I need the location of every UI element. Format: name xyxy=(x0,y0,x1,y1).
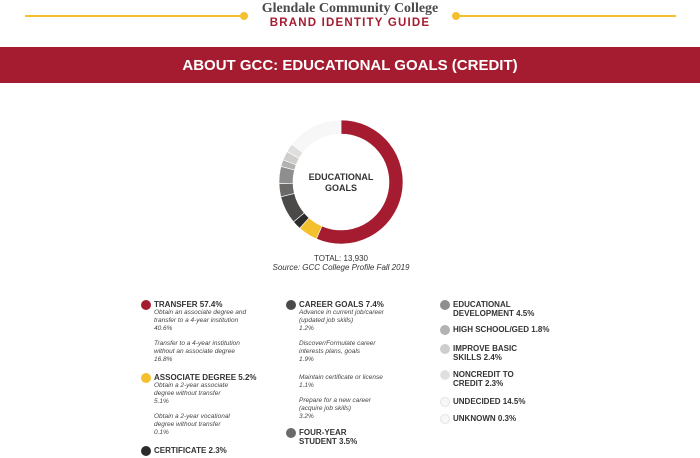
legend-swatch xyxy=(440,325,450,335)
legend-sub-item: Discover/Formulate career interests plans, goals 1.9% xyxy=(299,340,376,363)
section-title: ABOUT GCC: EDUCATIONAL GOALS (CREDIT) xyxy=(182,56,518,74)
legend-label: TRANSFER 57.4% xyxy=(154,300,223,309)
legend-swatch xyxy=(440,344,450,354)
legend-sub-item: Obtain a 2-year vocational degree without transfer 0.1% xyxy=(154,413,230,436)
legend-label: NONCREDIT TO CREDIT 2.3% xyxy=(453,370,514,388)
legend-sub-item: Maintain certificate or license 1.1% xyxy=(299,374,383,389)
chart-total: TOTAL: 13,930 xyxy=(314,254,368,263)
legend-swatch xyxy=(440,300,450,310)
legend-label: UNDECIDED 14.5% xyxy=(453,397,526,406)
legend-label: CERTIFICATE 2.3% xyxy=(154,446,227,455)
donut-slice-transfer xyxy=(316,120,403,244)
legend-swatch xyxy=(286,300,296,310)
donut-slice-unknown xyxy=(340,120,341,134)
legend-label: ASSOCIATE DEGREE 5.2% xyxy=(154,373,257,382)
legend-sub-item: Transfer to a 4-year institution without an associate degree 16.8% xyxy=(154,340,240,363)
legend-swatch xyxy=(141,373,151,383)
legend-label: IMPROVE BASIC SKILLS 2.4% xyxy=(453,344,518,362)
legend-swatch xyxy=(440,414,450,424)
legend-sub-item: Obtain an associate degree and transfer to a 4-year institution 40.6% xyxy=(154,309,247,332)
legend-sub-item: Advance in current job/career (updated job skills) 1.2% xyxy=(299,309,384,332)
educational-goals-donut-chart xyxy=(273,114,409,250)
legend-label: UNKNOWN 0.3% xyxy=(453,414,517,423)
legend-swatch xyxy=(440,397,450,407)
legend-swatch xyxy=(440,370,450,380)
donut-center-label-line2: GOALS xyxy=(324,183,358,193)
chart-source: Source: GCC College Profile Fall 2019 xyxy=(272,263,410,272)
guide-title: BRAND IDENTITY GUIDE xyxy=(269,17,431,29)
donut-slice-undecided xyxy=(292,120,340,153)
legend-sub-item: Prepare for a new career (acquire job skills) 3.2% xyxy=(299,397,371,420)
college-name: Glendale Community College xyxy=(261,1,439,16)
legend-label: CAREER GOALS 7.4% xyxy=(299,300,384,309)
legend-label: EDUCATIONAL DEVELOPMENT 4.5% xyxy=(453,300,535,318)
legend-sub-item: Obtain a 2-year associate degree without transfer 5.1% xyxy=(154,382,229,405)
legend-label: HIGH SCHOOL/GED 1.8% xyxy=(453,325,550,334)
section-banner xyxy=(0,47,700,83)
legend-swatch xyxy=(141,300,151,310)
page-header xyxy=(0,0,700,36)
legend-swatch xyxy=(286,428,296,438)
legend-label: FOUR-YEAR STUDENT 3.5% xyxy=(299,428,358,446)
donut-center-label-line1: EDUCATIONAL xyxy=(308,172,374,182)
legend-swatch xyxy=(141,446,151,456)
